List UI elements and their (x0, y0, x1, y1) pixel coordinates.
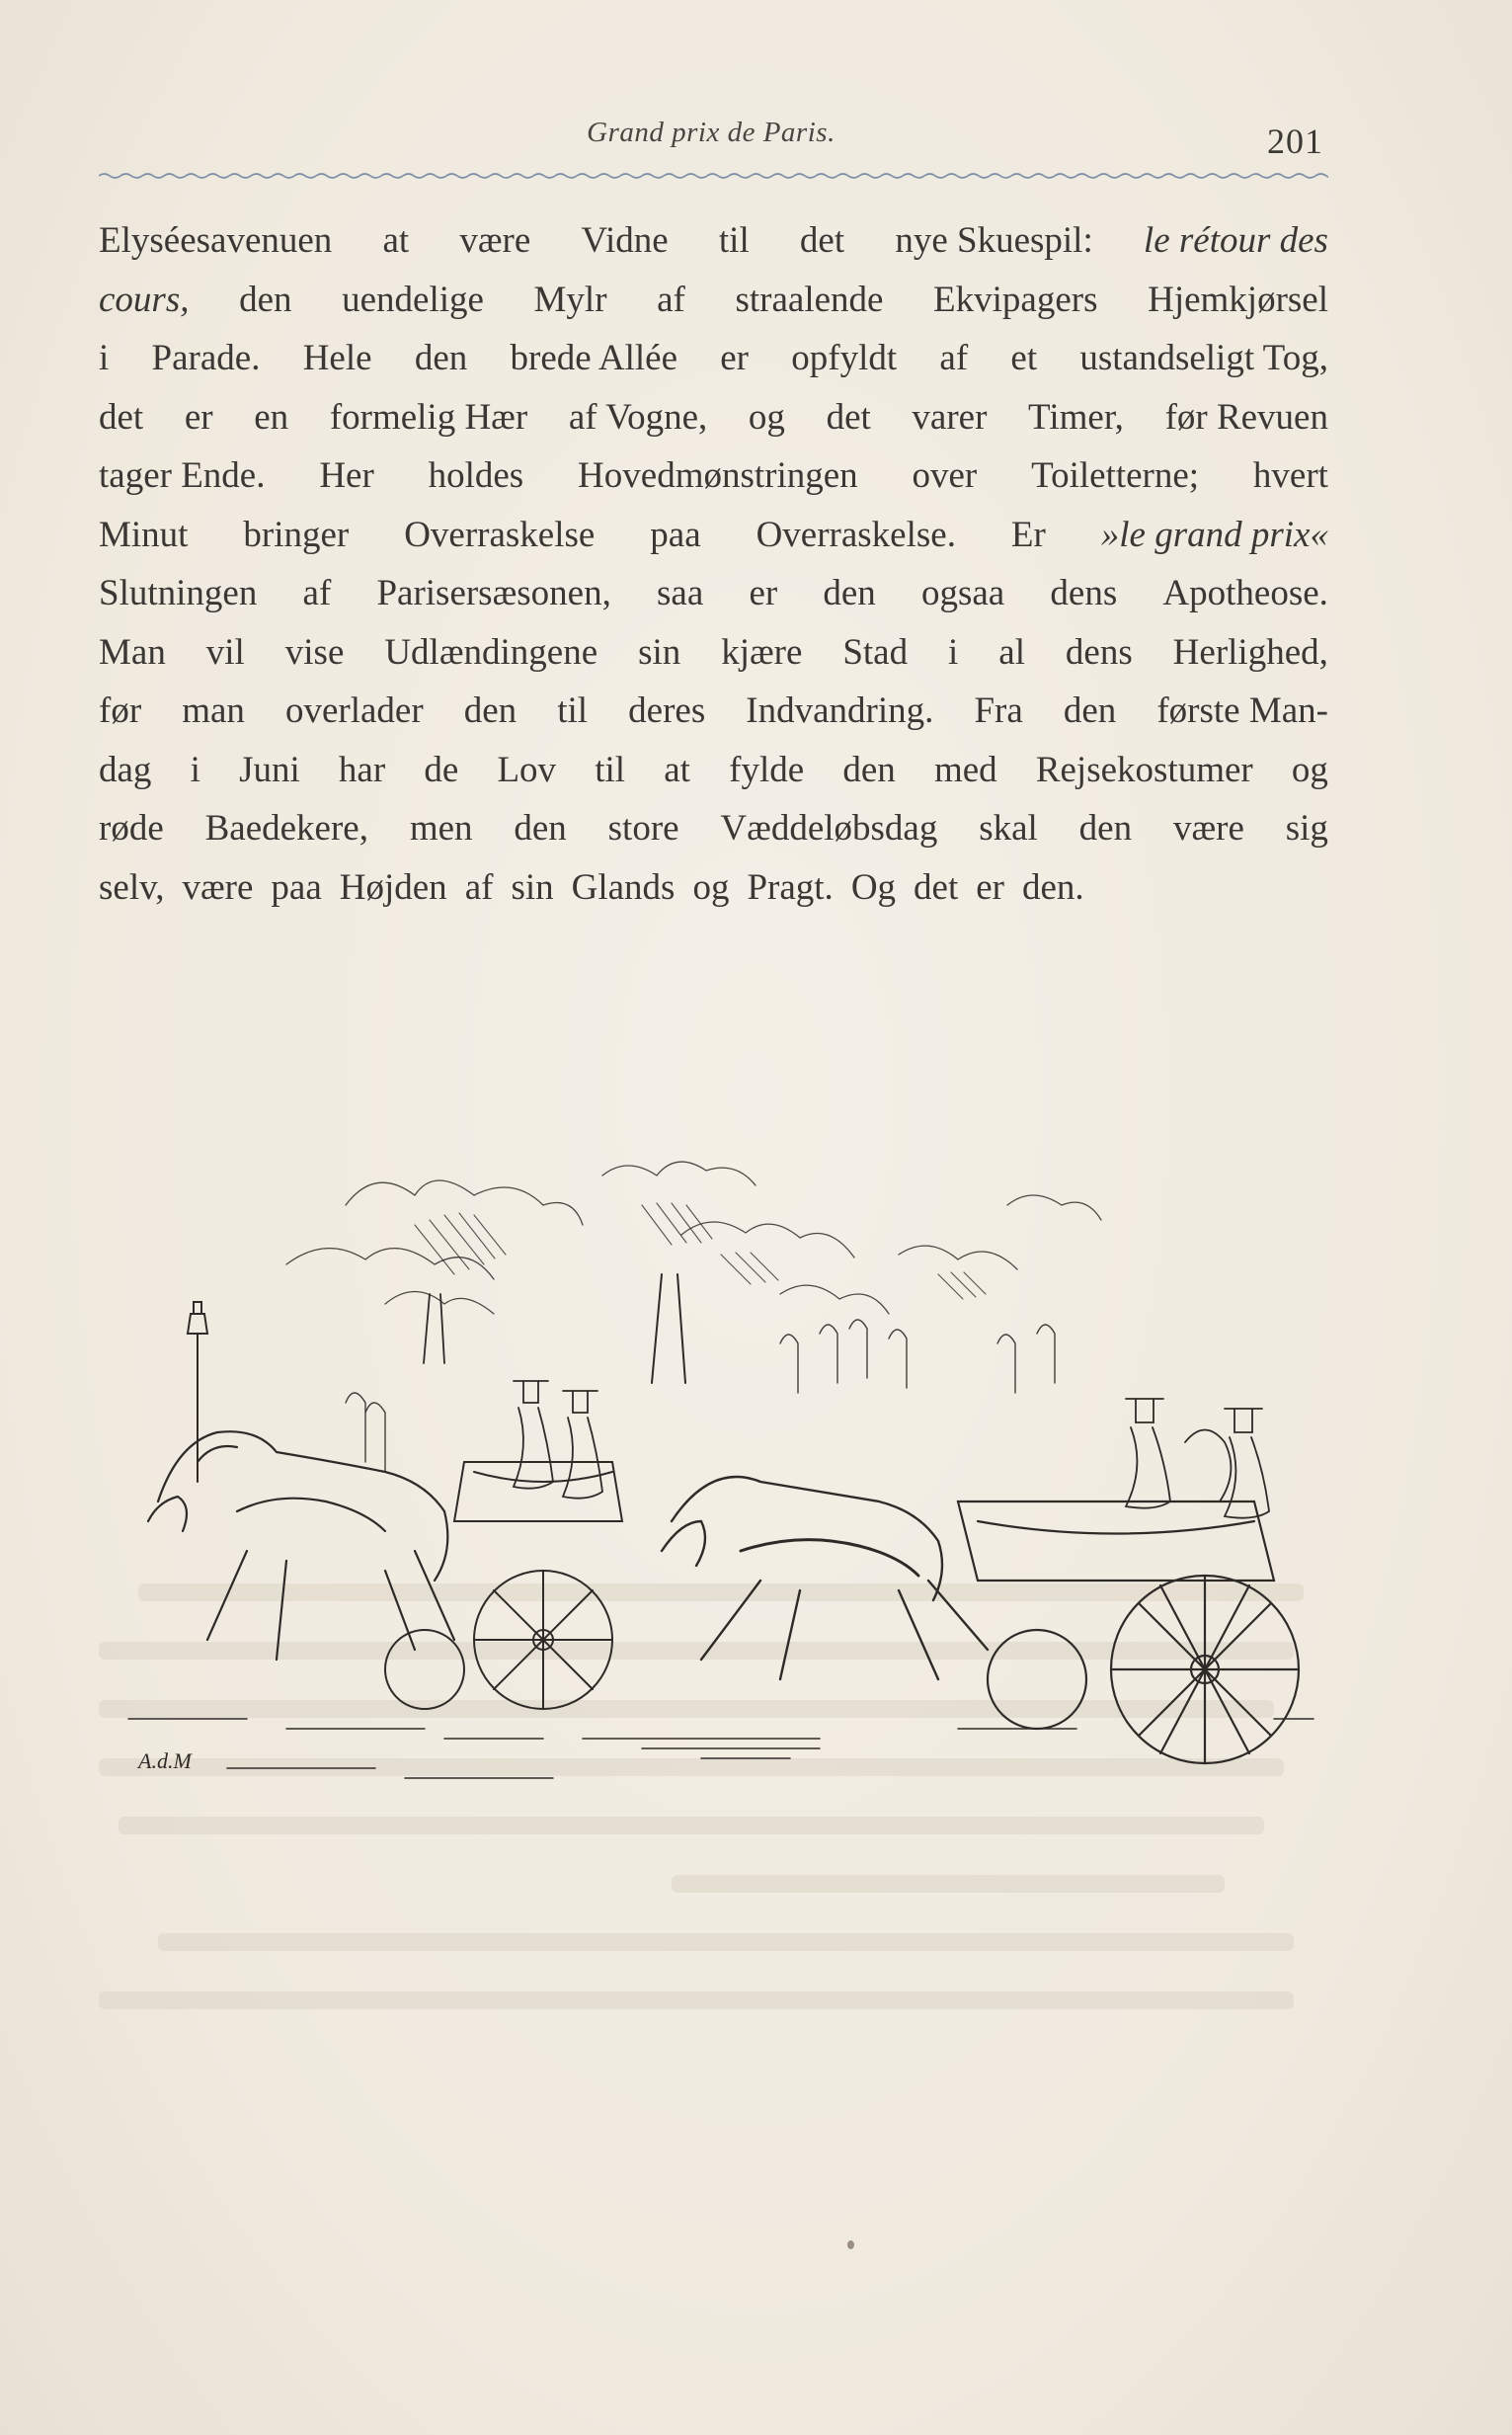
word: Stad (842, 631, 909, 673)
word: Lov (497, 749, 557, 790)
text-line (99, 741, 1328, 800)
word: af (464, 866, 494, 908)
word: sin (638, 631, 681, 673)
italic-phrase: cours, (99, 279, 190, 320)
word: i (99, 338, 110, 378)
left-horses (148, 1431, 454, 1660)
word: Toiletterne; (1031, 455, 1200, 496)
word: det (826, 396, 871, 438)
word: Hjemkjørsel (1148, 279, 1328, 320)
word: nye Skuespil: (895, 220, 1093, 261)
word: den (463, 690, 517, 731)
word: i (190, 749, 200, 790)
word: er (976, 866, 1004, 908)
word: Pragt. (747, 866, 834, 908)
word: Rejsekostumer (1035, 749, 1253, 790)
word: Man (99, 631, 166, 673)
word: den (823, 573, 876, 613)
word: vil (205, 631, 245, 673)
word: Glands (571, 866, 676, 908)
word: uendelige (342, 279, 484, 320)
word: et (1010, 338, 1038, 378)
word: af (939, 338, 969, 378)
word: Ekvipagers (933, 279, 1098, 320)
word: brede Allée (510, 338, 677, 378)
tree-hatching (415, 1203, 986, 1299)
word: den (239, 279, 292, 320)
wavy-rule-ornament (99, 168, 1328, 184)
word: en (254, 396, 289, 438)
right-riders (1126, 1399, 1269, 1518)
word: den (842, 749, 896, 790)
text-line (99, 446, 1328, 506)
word: at (664, 749, 690, 790)
word: til (557, 690, 589, 731)
text-line (99, 388, 1328, 447)
word: store (607, 808, 679, 849)
right-carriage (958, 1502, 1299, 1763)
word: sig (1285, 808, 1328, 849)
word: være (182, 866, 254, 908)
text-line (99, 329, 1328, 388)
word: Overraskelse. (756, 514, 956, 555)
word: Indvandring. (746, 690, 934, 731)
word: Vidne (581, 220, 669, 261)
artist-signature: A.d.M (138, 1748, 192, 1773)
word: i (948, 631, 959, 673)
ground-lines (128, 1719, 1313, 1778)
word: tager Ende. (99, 455, 266, 496)
word: de (424, 749, 459, 790)
word: dens (1050, 573, 1118, 613)
text-line (99, 211, 1328, 271)
word: Hele (302, 338, 372, 378)
word: varer (912, 396, 988, 438)
word: og (692, 866, 730, 908)
word: Væddeløbsdag (720, 808, 938, 849)
word: være (459, 220, 531, 261)
word: Udlændingene (384, 631, 598, 673)
word: sin (511, 866, 554, 908)
word: fylde (729, 749, 805, 790)
word: af Vogne, (568, 396, 708, 438)
word: ustandseligt Tog, (1079, 338, 1328, 378)
word: at (382, 220, 410, 261)
word: man (182, 690, 245, 731)
word: den (514, 808, 567, 849)
word: den (1078, 808, 1133, 849)
text-line (99, 623, 1328, 683)
word: Parisersæsonen, (376, 573, 611, 613)
word: være (1172, 808, 1244, 849)
word: dag (99, 749, 152, 790)
word: Fra (974, 690, 1023, 731)
word: Højden (339, 866, 447, 908)
word: før Revuen (1164, 396, 1328, 438)
running-head (99, 117, 1323, 166)
text-line (99, 799, 1328, 858)
word: Timer, (1028, 396, 1124, 438)
tree-trunk (652, 1274, 685, 1383)
word: Overraskelse (404, 514, 596, 555)
word: Slutningen (99, 573, 258, 613)
word: af (302, 573, 332, 613)
word: til (718, 220, 750, 261)
word: det (914, 866, 959, 908)
italic-phrase: le rétour des (1143, 220, 1328, 261)
word: med (933, 749, 997, 790)
word: Her (319, 455, 374, 496)
word: af (657, 279, 685, 320)
word: Er (1010, 514, 1046, 555)
word: formelig Hær (329, 396, 528, 438)
word: ogsaa (920, 573, 1005, 613)
text-line (99, 682, 1328, 741)
word: Baedekere, (204, 808, 368, 849)
text-line (99, 858, 1328, 918)
text-line (99, 564, 1328, 623)
word: saa (657, 573, 704, 613)
word: røde (99, 808, 164, 849)
carriage-illustration (89, 1087, 1358, 1798)
word: selv, (99, 866, 165, 908)
word: dens (1065, 631, 1133, 673)
page-number: 201 (1267, 122, 1323, 161)
word: Elyséesavenuen (99, 220, 333, 261)
word: Minut (99, 514, 189, 555)
word: den (414, 338, 468, 378)
word: skal (979, 808, 1038, 849)
word: og (748, 396, 785, 438)
running-title: Grand prix de Paris. (587, 117, 836, 148)
word: det (799, 220, 845, 261)
background-figures (346, 1320, 1055, 1472)
word: Herlighed, (1172, 631, 1328, 673)
word: er (720, 338, 749, 378)
tree-trunk (424, 1294, 444, 1363)
word: kjære (721, 631, 803, 673)
word: deres (628, 690, 706, 731)
word: før (99, 690, 142, 731)
word: Hovedmønstringen (578, 455, 858, 496)
right-horses (662, 1477, 988, 1679)
word: bringer (243, 514, 350, 555)
left-carriage (385, 1462, 622, 1709)
word: vise (284, 631, 345, 673)
text-line (99, 506, 1328, 565)
tree-foliage (286, 1162, 1101, 1314)
word: opfyldt (791, 338, 898, 378)
word: hvert (1252, 455, 1328, 496)
word: Juni (239, 749, 300, 790)
word: Parade. (151, 338, 261, 378)
italic-phrase: »le grand prix« (1100, 514, 1328, 555)
word: har (338, 749, 386, 790)
word: paa (650, 514, 701, 555)
word: straalende (735, 279, 884, 320)
word: Apotheose. (1162, 573, 1328, 613)
word: og (1291, 749, 1328, 790)
word: holdes (428, 455, 524, 496)
text-line (99, 271, 1328, 330)
word: overlader (284, 690, 424, 731)
word: det (99, 396, 144, 438)
word: den. (1022, 866, 1084, 908)
word: til (595, 749, 626, 790)
word: Og (850, 866, 897, 908)
word: første Man- (1156, 690, 1328, 731)
word: paa (271, 866, 322, 908)
word: Mylr (533, 279, 607, 320)
word: er (749, 573, 778, 613)
body-text (99, 211, 1328, 917)
word: den (1063, 690, 1117, 731)
word: er (184, 396, 213, 438)
word: over (912, 455, 978, 496)
word: men (409, 808, 473, 849)
word: al (998, 631, 1025, 673)
ink-speck (847, 2240, 854, 2249)
